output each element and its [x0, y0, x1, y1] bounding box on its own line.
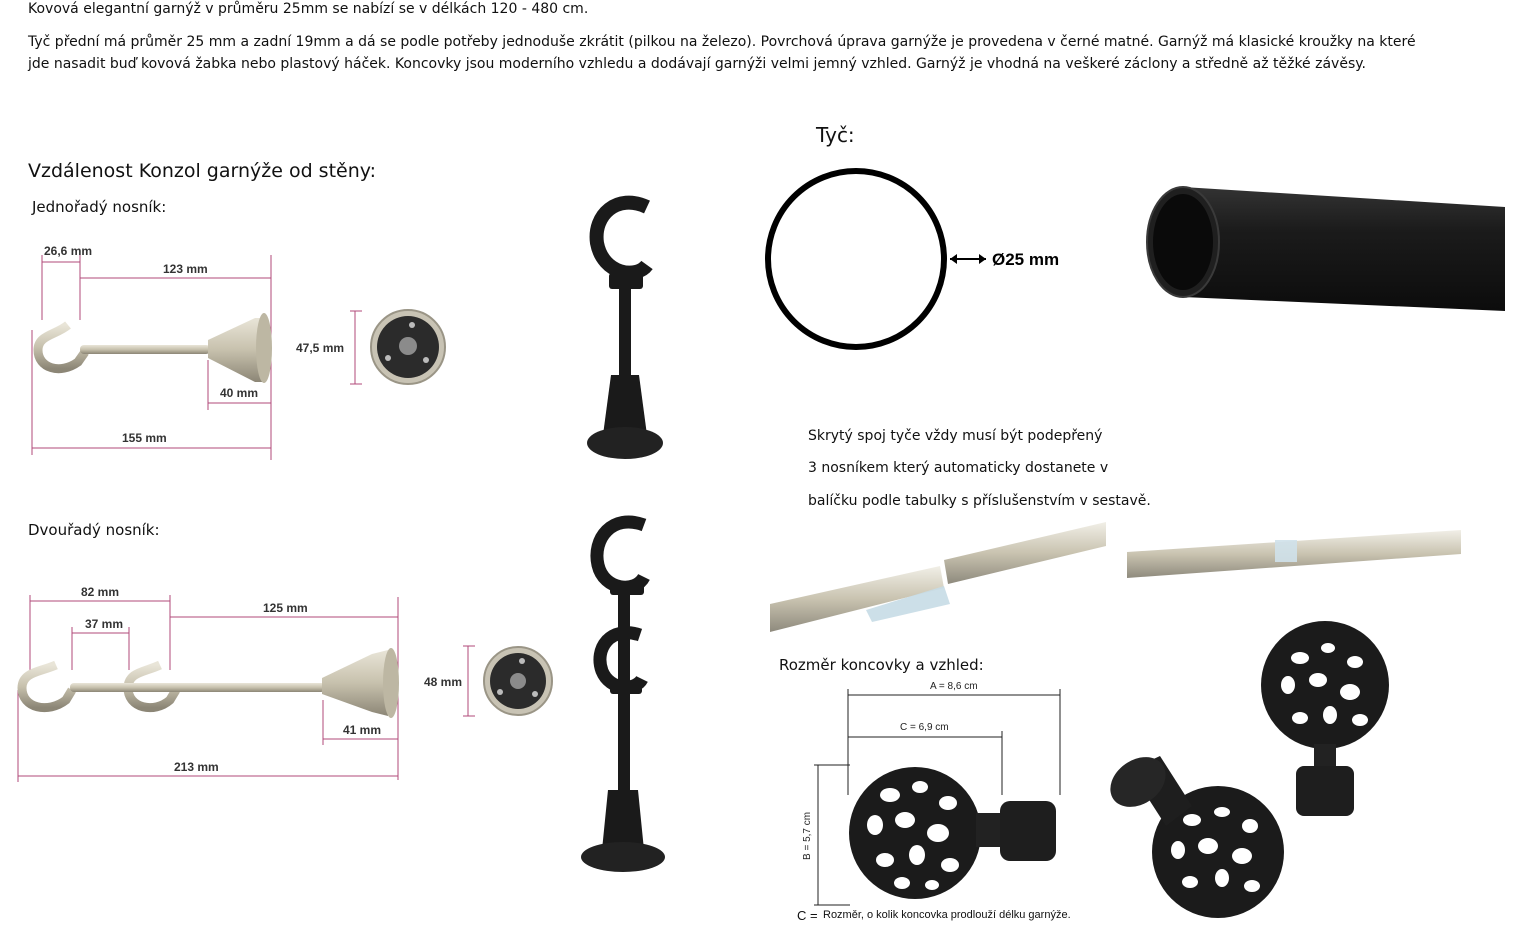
- joint-note-3: balíčku podle tabulky s příslušenstvím v sestavě.: [808, 493, 1151, 509]
- dim-total-2: 213 mm: [174, 760, 219, 774]
- double-bracket-diagram: [0, 0, 560, 800]
- base-cone-2: [322, 650, 388, 716]
- intro-paragraph: Tyč přední má průměr 25 mm a zadní 19mm a dá se podle potřeby jednoduše zkrátit (pilkou na železo). Povrchová úprava garnýže je provedena v černé matné. Garnýž má klasické kroužky na které jde nasadit buď kovová žabka nebo plastový háček. Koncovky jsou moderního vzhledu a dodávají garnýži velmi jemný vzhled. Garnýž je vhodná na veškeré záclony a středně až těžké závěsy.: [28, 34, 1416, 72]
- finial-dim-c: C = 6,9 cm: [900, 722, 949, 733]
- hook-outer: [22, 665, 72, 708]
- dim-arm: 123 mm: [163, 262, 208, 276]
- finial-dimension-diagram: [790, 675, 1090, 925]
- dim-total: 155 mm: [122, 431, 167, 445]
- rod-diameter-diagram: [760, 160, 1090, 360]
- arm-shape-2: [70, 683, 325, 692]
- joint-note-2: 3 nosníkem který automaticky dostanete v: [808, 460, 1109, 476]
- black-single-bracket: [575, 195, 675, 470]
- dim-plate-2: 48 mm: [424, 675, 463, 689]
- dim-arm-2: 125 mm: [263, 601, 308, 615]
- rod-joint-open: [768, 518, 1108, 638]
- black-double-bracket: [580, 515, 680, 875]
- dim-base-2: 41 mm: [343, 723, 382, 737]
- rod-heading: Tyč:: [816, 123, 855, 147]
- dim-outer: 82 mm: [81, 585, 120, 599]
- finial-legend-text: Rozměr, o kolik koncovka prodlouží délku garnýže.: [823, 909, 1071, 921]
- rod-diameter-label: Ø25 mm: [992, 250, 1060, 269]
- joint-note-1: Skrytý spoj tyče vždy musí být podepřený: [808, 428, 1103, 444]
- black-rod-photo: [1145, 185, 1510, 315]
- rod-cross-section: [768, 171, 944, 347]
- finial-dim-b: B = 5,7 cm: [802, 811, 813, 860]
- dim-plate: 47,5 mm: [296, 341, 345, 355]
- dim-inner: 37 mm: [85, 617, 124, 631]
- finial-photo: [1100, 620, 1420, 925]
- intro-line-1: Kovová elegantní garnýž v průměru 25mm se nabízí se v délkách 120 - 480 cm.: [28, 1, 589, 17]
- finial-legend-key: C =: [797, 908, 818, 923]
- dim-hook: 26,6 mm: [44, 244, 93, 258]
- finial-dim-a: A = 8,6 cm: [930, 681, 978, 692]
- double-bracket-label: Dvouřadý nosník:: [28, 521, 160, 539]
- dim-base: 40 mm: [220, 386, 259, 400]
- single-bracket-label: Jednořadý nosník:: [32, 198, 167, 216]
- finial-heading: Rozměr koncovky a vzhled:: [779, 656, 984, 674]
- rod-joint-closed: [1125, 528, 1465, 588]
- brackets-heading: Vzdálenost Konzol garnýže od stěny:: [28, 160, 377, 182]
